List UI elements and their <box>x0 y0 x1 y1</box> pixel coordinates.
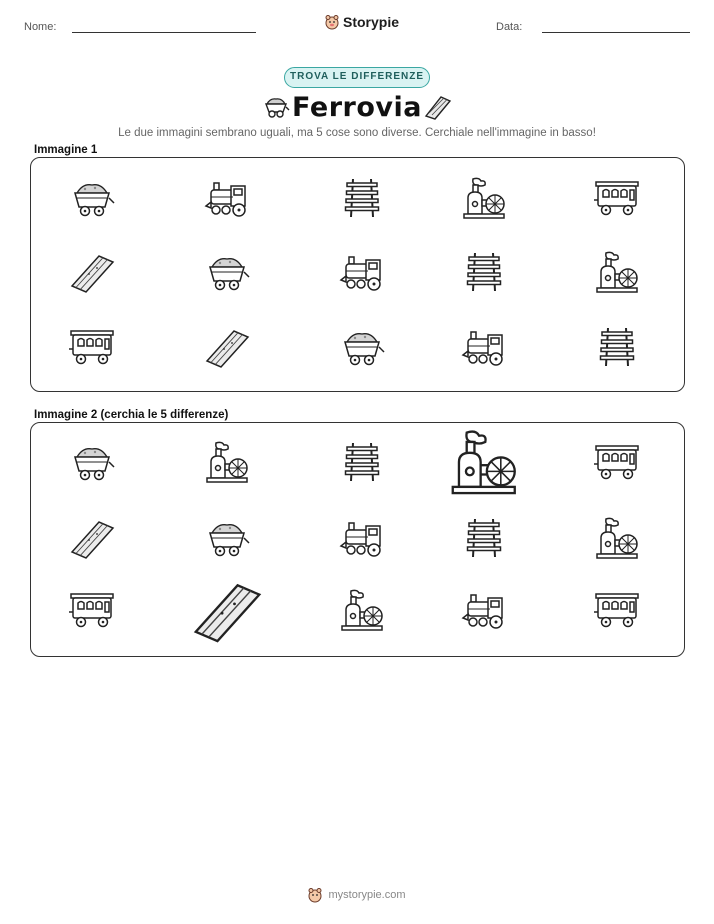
plank-icon <box>202 325 252 369</box>
plank-icon[interactable] <box>67 516 117 560</box>
track-icon[interactable] <box>459 516 509 560</box>
steam-train-icon[interactable] <box>459 588 509 632</box>
steam-engine-icon <box>592 250 642 294</box>
steam-engine-icon <box>459 176 509 220</box>
instructions: Le due immagini sembrano uguali, ma 5 cose sono diverse. Cerchiale nell'immagine in basso! <box>118 127 596 139</box>
storypie-mascot-icon <box>308 887 322 903</box>
page-title: Ferrovia <box>292 92 422 123</box>
plank-icon[interactable] <box>188 576 266 644</box>
steam-engine-icon[interactable] <box>202 440 252 484</box>
image1-label: Immagine 1 <box>34 144 98 156</box>
steam-train-icon[interactable] <box>337 516 387 560</box>
brand-name: Storypie <box>343 14 400 30</box>
track-icon[interactable] <box>337 440 387 484</box>
cart-icon[interactable] <box>67 440 117 484</box>
name-label: Nome: <box>24 21 57 33</box>
passenger-car-icon[interactable] <box>592 588 642 632</box>
storypie-mascot-icon <box>325 14 339 30</box>
cart-icon <box>67 176 117 220</box>
passenger-car-icon <box>592 176 642 220</box>
passenger-car-icon <box>67 325 117 369</box>
track-icon <box>337 176 387 220</box>
title-plank-icon <box>424 94 452 120</box>
date-line[interactable] <box>542 32 690 33</box>
date-label: Data: <box>496 21 523 33</box>
track-icon <box>592 325 642 369</box>
steam-train-icon <box>459 325 509 369</box>
title-cart-icon <box>262 95 290 119</box>
footer-url: mystorypie.com <box>328 889 406 901</box>
name-line[interactable] <box>72 32 256 33</box>
badge: TROVA LE DIFFERENZE <box>284 67 430 88</box>
brand-logo <box>325 14 399 30</box>
steam-engine-icon[interactable] <box>337 588 387 632</box>
cart-icon <box>337 325 387 369</box>
steam-train-icon <box>202 176 252 220</box>
passenger-car-icon[interactable] <box>592 440 642 484</box>
steam-engine-icon[interactable] <box>592 516 642 560</box>
plank-icon <box>67 250 117 294</box>
steam-engine-icon[interactable] <box>445 428 523 496</box>
track-icon <box>459 250 509 294</box>
cart-icon[interactable] <box>202 516 252 560</box>
image2-label: Immagine 2 (cerchia le 5 differenze) <box>34 409 229 421</box>
steam-train-icon <box>337 250 387 294</box>
cart-icon <box>202 250 252 294</box>
footer <box>0 887 714 903</box>
passenger-car-icon[interactable] <box>67 588 117 632</box>
